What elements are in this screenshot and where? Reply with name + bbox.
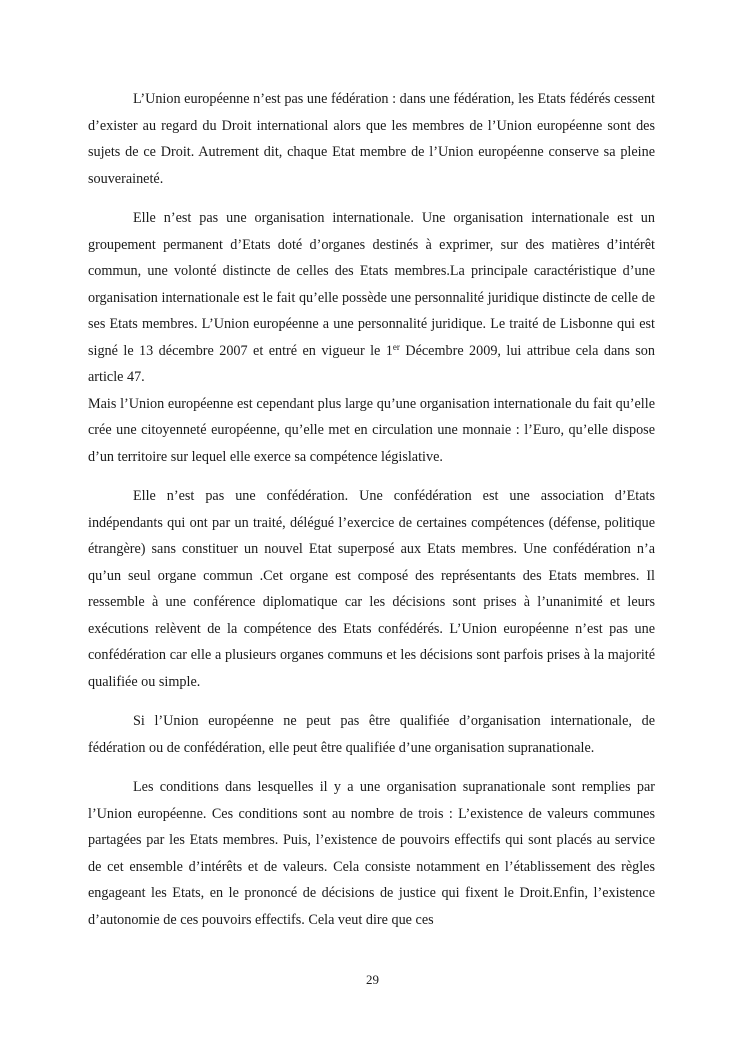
paragraph-international-organisation-end: Décembre 2009, lui attribue cela dans son article 47.: [88, 342, 655, 385]
paragraph-broader-scope: Mais l’Union européenne est cependant plus large qu’une organisation internationale du fait qu’elle crée une citoyenneté européenne, qu’elle met en circulation une monnaie : l’Euro, qu’elle dispose d’un territoire sur lequel elle exerce sa compétence législative.: [88, 395, 655, 465]
paragraph-confederation: Elle n’est pas une confédération. Une confédération est une association d’Etats indépendants qui ont par un traité, délégué l’exercice de certaines compétences (défense, politique étrangère) sans constituer un nouvel Etat superposé aux Etats membres. Une confédération n’a qu’un seul organe commun .Cet organe est composé des représentants des Etats membres. Il ressemble à une conférence diplomatique car les décisions sont prises à l’unanimité et leurs exécutions relèvent de la compétence des Etats confédérés. L’Union européenne n’est pas une confédération car elle a plusieurs organes communs et les décisions sont parfois prises à la majorité qualifiée ou simple.: [88, 488, 655, 690]
paragraph-conditions: Les conditions dans lesquelles il y a une organisation supranationale sont remplies par l’Union européenne. Ces conditions sont au nombre de trois : L’existence de valeurs communes partagées par les Etats membres. Puis, l’existence de pouvoirs effectifs qui sont placés au service de cet ensemble d’intérêts et de valeurs. Cela consiste notamment en l’établissement des règles engageant les Etats, en le prononcé de décisions de justice qui fixent le Droit.Enfin, l’existence d’autonomie de ces pouvoirs effectifs. Cela veut dire que ces: [88, 779, 655, 928]
superscript-er: er: [392, 341, 400, 352]
paragraph-supranational: Si l’Union européenne ne peut pas être qualifiée d’organisation internationale, de fédération ou de confédération, elle peut être qualifiée d’une organisation supranationale.: [88, 713, 655, 756]
paragraph-federation: L’Union européenne n’est pas une fédération : dans une fédération, les Etats fédérés cessent d’exister au regard du Droit international alors que les membres de l’Union européenne sont des sujets de ce Droit. Autrement dit, chaque Etat membre de l’Union européenne conserve sa pleine souveraineté.: [88, 91, 655, 187]
page-number: 29: [366, 972, 379, 987]
paragraph-international-organisation-text: Elle n’est pas une organisation internationale. Une organisation internationale est un groupement permanent d’Etats doté d’organes destinés à exprimer, sur des matières d’intérêt commun, une volonté distincte de celles des Etats membres.La principale caractéristique d’une organisation internationale est le fait qu’elle possède une personnalité juridique distincte de celle de ses Etats membres. L’Union européenne a une personnalité juridique. Le traité de Lisbonne qui est signé le 13 décembre 2007 et entré en vigueur le 1: [88, 210, 655, 359]
paragraph-international-organisation: [88, 205, 655, 391]
document-body: [88, 86, 655, 946]
